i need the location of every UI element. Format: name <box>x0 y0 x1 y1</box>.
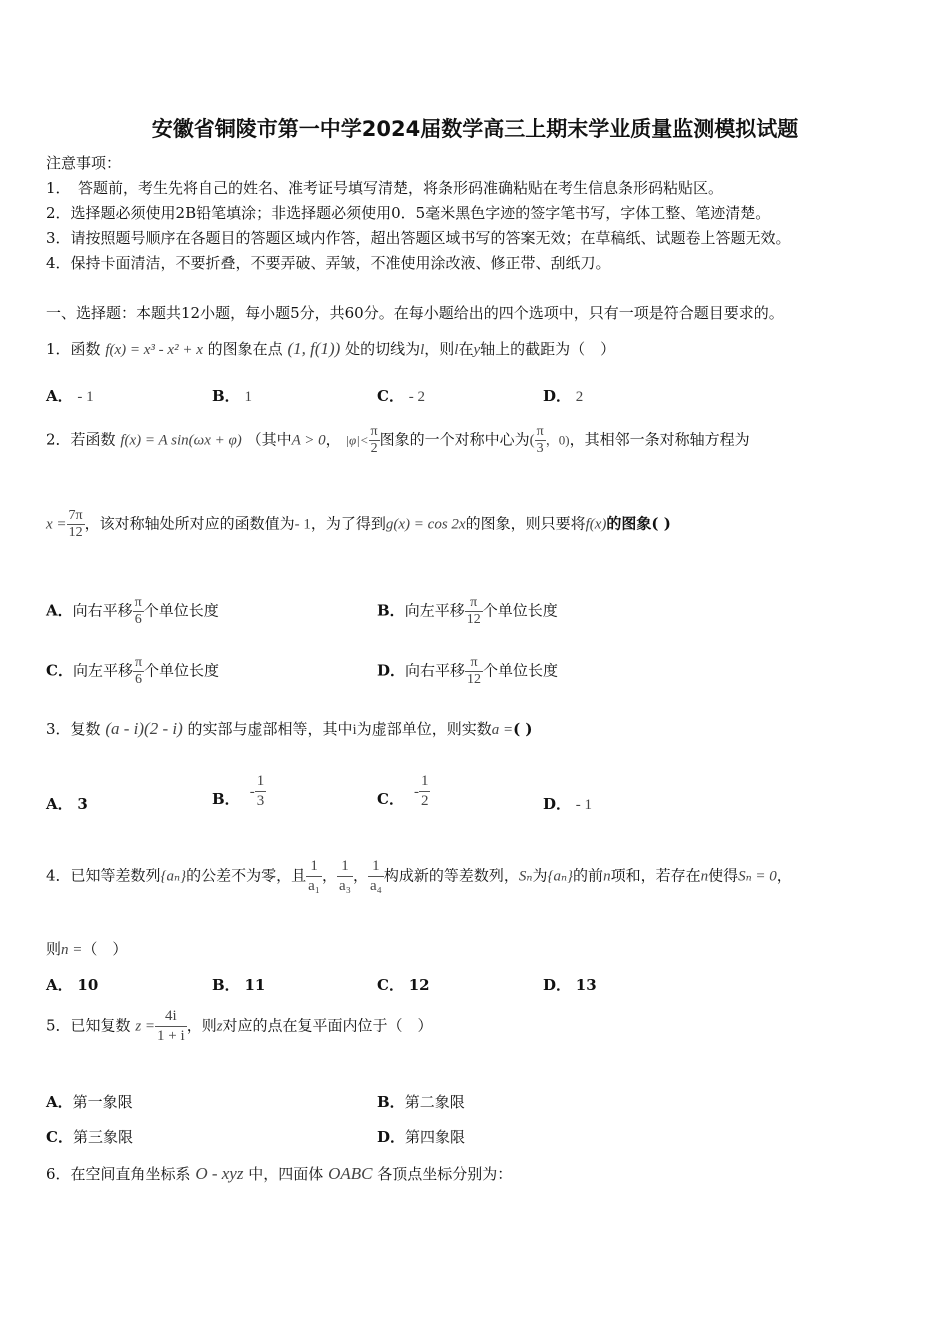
option-value: - 1 <box>77 389 94 405</box>
option-label: A． <box>46 976 73 994</box>
q6-tetrahedron: OABC <box>328 1164 373 1183</box>
q4-fraction <box>306 857 322 896</box>
option-label: B． <box>377 601 405 620</box>
q4-sum: Sₙ <box>518 868 533 885</box>
option-value: 13 <box>575 976 597 994</box>
q1-line: l <box>454 342 459 358</box>
option-value: 第二象限 <box>404 1093 465 1111</box>
denominator: 3 <box>256 793 265 809</box>
q2-option-a <box>46 595 219 628</box>
q3-option-b <box>212 772 266 811</box>
q3-option-d <box>543 793 592 814</box>
q4-text: 为 <box>532 866 548 885</box>
option-value: 第四象限 <box>405 1128 466 1146</box>
question-6 <box>46 1163 512 1184</box>
q4-n: n <box>603 868 611 885</box>
option-value: 第一象限 <box>72 1093 133 1111</box>
q1-text: 轴上的截距为（ ） <box>480 340 616 358</box>
numerator: π <box>370 424 378 439</box>
q2-text: ，该对称轴处所对应的函数值为 <box>84 514 295 533</box>
q4-n: n <box>700 868 709 885</box>
q2-text: ，其相邻一条对称轴方程为 <box>569 430 750 449</box>
q2-option-b <box>377 595 558 628</box>
q5-text: ，则 <box>186 1016 217 1035</box>
option-fraction <box>419 772 431 811</box>
question-4-line2 <box>46 938 127 959</box>
q4-option-c <box>377 974 430 995</box>
page-title: 安徽省铜陵市第一中学2024届数学高三上期末学业质量监测模拟试题 <box>151 117 799 141</box>
option-text: 向右平移 <box>405 661 466 680</box>
q6-text: 各顶点坐标分别为： <box>377 1165 513 1183</box>
option-label: A． <box>46 601 73 620</box>
option-text: 个单位长度 <box>482 601 558 620</box>
q4-option-d <box>543 974 597 995</box>
q4-text: 则 <box>46 940 62 958</box>
q2-fraction <box>67 508 85 541</box>
option-label: C． <box>46 661 73 680</box>
q3-option-a <box>46 793 88 814</box>
q3-text: ( ) <box>513 720 533 738</box>
q5-option-d <box>377 1126 465 1147</box>
numerator: 1 <box>419 772 431 792</box>
q1-axis: y <box>473 342 481 358</box>
q4-sum-zero: Sₙ = 0 <box>738 868 777 885</box>
q3-text: 为虚部单位，则实数 <box>356 720 492 738</box>
option-fraction <box>133 595 144 628</box>
q4-comma: ， <box>322 866 338 885</box>
option-text: 向右平移 <box>72 601 133 620</box>
q4-option-a <box>46 974 98 995</box>
q2-text: ， <box>325 430 341 449</box>
denominator: 12 <box>68 525 83 540</box>
q6-number: 6．在空间直角坐标系 <box>46 1165 191 1183</box>
option-label: C． <box>377 387 404 405</box>
q2-option-d <box>377 655 558 688</box>
notice-item-1: 1． 答题前，考生先将自己的姓名、准考证号填写清楚，将条形码准确粘贴在考生信息条形码粘贴区。 <box>46 179 724 197</box>
q2-function: f(x) = A sin(ωx + φ) <box>120 432 242 449</box>
q3-option-c <box>377 772 430 811</box>
option-label: D． <box>543 976 572 994</box>
q1-text: 在 <box>458 340 474 358</box>
q5-text: 对应的点在复平面内位于（ ） <box>222 1016 433 1035</box>
q1-function: f(x) = x³ - x² + x <box>105 342 203 358</box>
option-text: 向左平移 <box>404 601 465 620</box>
option-label: A． <box>46 387 73 405</box>
denominator: a₁ <box>308 878 321 894</box>
option-value: 3 <box>77 795 88 813</box>
denominator: 12 <box>466 612 481 627</box>
option-label: B． <box>212 976 240 994</box>
q4-text: （ ） <box>82 940 128 958</box>
option-value: 1 <box>244 389 252 405</box>
denominator: 3 <box>536 441 544 456</box>
q2-number: 2．若函数 <box>46 430 116 449</box>
notice-item-4: 4．保持卡面清洁，不要折叠，不要弄破、弄皱，不准使用涂改液、修正带、刮纸刀。 <box>46 254 611 272</box>
option-value: - 2 <box>408 389 425 405</box>
q3-expression: (a - i)(2 - i) <box>105 719 183 738</box>
question-2 <box>46 424 750 457</box>
option-fraction <box>255 772 267 811</box>
option-label: D． <box>377 1128 406 1146</box>
q6-text: 中，四面体 <box>248 1165 324 1183</box>
q1-text: 处的切线为 <box>345 340 421 358</box>
q2-point: ，0) <box>545 432 570 448</box>
option-value: 11 <box>244 976 266 994</box>
notice-item-3: 3．请按照题号顺序在各题目的答题区域内作答，超出答题区域书写的答案无效；在草稿纸、试题卷上答题无效。 <box>46 229 791 247</box>
numerator: π <box>465 655 483 672</box>
q5-z: z = <box>135 1018 156 1035</box>
q5-option-b <box>377 1091 465 1112</box>
question-3 <box>46 718 533 739</box>
q2-text: 图象的一个对称中心为 <box>379 430 530 449</box>
q1-text: ，则 <box>424 340 455 358</box>
q4-text: 的前 <box>573 866 604 885</box>
denominator: a₃ <box>339 878 351 894</box>
notice-item-2: 2．选择题必须使用2B铅笔填涂；非选择题必须使用0．5毫米黑色字迹的签字笔书写，字体工整、笔迹清楚。 <box>46 204 771 222</box>
option-text: 个单位长度 <box>143 601 219 620</box>
q4-n-eq: n = <box>61 942 83 958</box>
q2-text: （其中 <box>246 430 292 449</box>
q2-axis-eq: x = <box>46 516 67 533</box>
option-label: B． <box>377 1093 405 1111</box>
option-label: A． <box>46 1093 73 1111</box>
section-heading: 一、选择题：本题共12小题，每小题5分，共60分。在每小题给出的四个选项中，只有一项是符合题目要求的。 <box>46 304 784 322</box>
option-fraction <box>465 655 483 688</box>
q4-number: 4．已知等差数列 <box>46 866 161 885</box>
q2-fraction <box>369 424 380 457</box>
option-label: A． <box>46 795 73 813</box>
q3-number: 3．复数 <box>46 720 101 738</box>
notice-heading: 注意事项： <box>46 154 122 172</box>
option-label: B． <box>212 387 240 405</box>
q2-value: - 1 <box>294 516 311 533</box>
option-label: D． <box>377 661 406 680</box>
q2-f: f(x) <box>585 516 607 533</box>
option-sign: - <box>249 783 255 800</box>
numerator: 1 <box>306 857 322 877</box>
denominator: 6 <box>135 672 142 687</box>
option-label: D． <box>543 795 572 813</box>
numerator: π <box>134 655 143 670</box>
option-label: D． <box>543 387 572 405</box>
numerator: π <box>465 595 483 612</box>
option-text: 个单位长度 <box>483 661 559 680</box>
option-fraction <box>133 655 144 688</box>
q2-paren: ( <box>529 432 535 449</box>
q1-option-b <box>212 385 252 406</box>
denominator: 6 <box>134 612 142 627</box>
q5-number: 5．已知复数 <box>46 1016 131 1035</box>
q5-option-c <box>46 1126 133 1147</box>
numerator: π <box>536 424 544 439</box>
q2-condition: A > 0 <box>291 432 326 449</box>
q2-text: 的图象( ) <box>606 514 671 533</box>
q5-fraction <box>155 1007 187 1046</box>
option-sign: - <box>413 783 419 800</box>
q4-text: 的公差不为零，且 <box>186 866 307 885</box>
q4-text: ， <box>776 866 792 885</box>
option-value: - 1 <box>575 797 593 813</box>
q4-text: 使得 <box>708 866 739 885</box>
numerator: 4i <box>155 1007 187 1027</box>
option-text: 个单位长度 <box>144 661 220 680</box>
option-label: B． <box>212 789 240 808</box>
denominator: 1 + i <box>157 1028 185 1044</box>
q2-g: g(x) = cos 2x <box>385 516 466 533</box>
denominator: 12 <box>467 672 482 687</box>
q5-z: z <box>216 1018 223 1035</box>
option-label: C． <box>377 789 404 808</box>
q4-fraction <box>337 857 353 896</box>
q4-comma: ， <box>352 866 368 885</box>
q4-text: 项和，若存在 <box>610 866 701 885</box>
option-label: C． <box>377 976 404 994</box>
question-1 <box>46 338 615 359</box>
numerator: 7π <box>68 508 83 523</box>
q4-sequence: {aₙ} <box>160 868 187 885</box>
q2-option-c <box>46 655 219 688</box>
option-label: C． <box>46 1128 73 1146</box>
numerator: π <box>134 595 142 610</box>
q6-system: O - xyz <box>195 1164 244 1183</box>
q1-option-c <box>377 385 425 406</box>
option-value: 第三象限 <box>72 1128 133 1146</box>
numerator: 1 <box>368 857 384 877</box>
q1-text: 的图象在点 <box>207 340 283 358</box>
question-5 <box>46 1007 433 1046</box>
denominator: a₄ <box>369 878 382 894</box>
q2-fraction <box>535 424 546 457</box>
q5-option-a <box>46 1091 133 1112</box>
q1-point: (1, f(1)) <box>287 339 341 358</box>
numerator: 1 <box>255 772 267 792</box>
q2-text: ，为了得到 <box>310 514 386 533</box>
question-4 <box>46 857 792 896</box>
q3-text: 的实部与虚部相等，其中 <box>187 720 353 738</box>
option-value: 2 <box>575 389 584 405</box>
numerator: 1 <box>337 857 353 877</box>
question-2-line2 <box>46 508 671 541</box>
q2-text: 的图象，则只要将 <box>465 514 586 533</box>
q4-fraction <box>368 857 384 896</box>
option-value: 12 <box>408 976 430 994</box>
denominator: 2 <box>370 441 378 456</box>
option-text: 向左平移 <box>72 661 133 680</box>
q1-line: l <box>420 342 425 358</box>
q2-condition: |φ|< <box>345 432 369 448</box>
option-fraction <box>465 595 483 628</box>
option-value: 10 <box>77 976 99 994</box>
q4-sequence: {aₙ} <box>547 868 574 885</box>
q1-option-a <box>46 385 94 406</box>
denominator: 2 <box>420 793 429 809</box>
q1-option-d <box>543 385 583 406</box>
q3-a: a = <box>491 722 514 738</box>
q3-i: i <box>352 722 357 738</box>
q4-option-b <box>212 974 265 995</box>
q1-number: 1．函数 <box>46 340 101 358</box>
q4-text: 构成新的等差数列， <box>383 866 519 885</box>
